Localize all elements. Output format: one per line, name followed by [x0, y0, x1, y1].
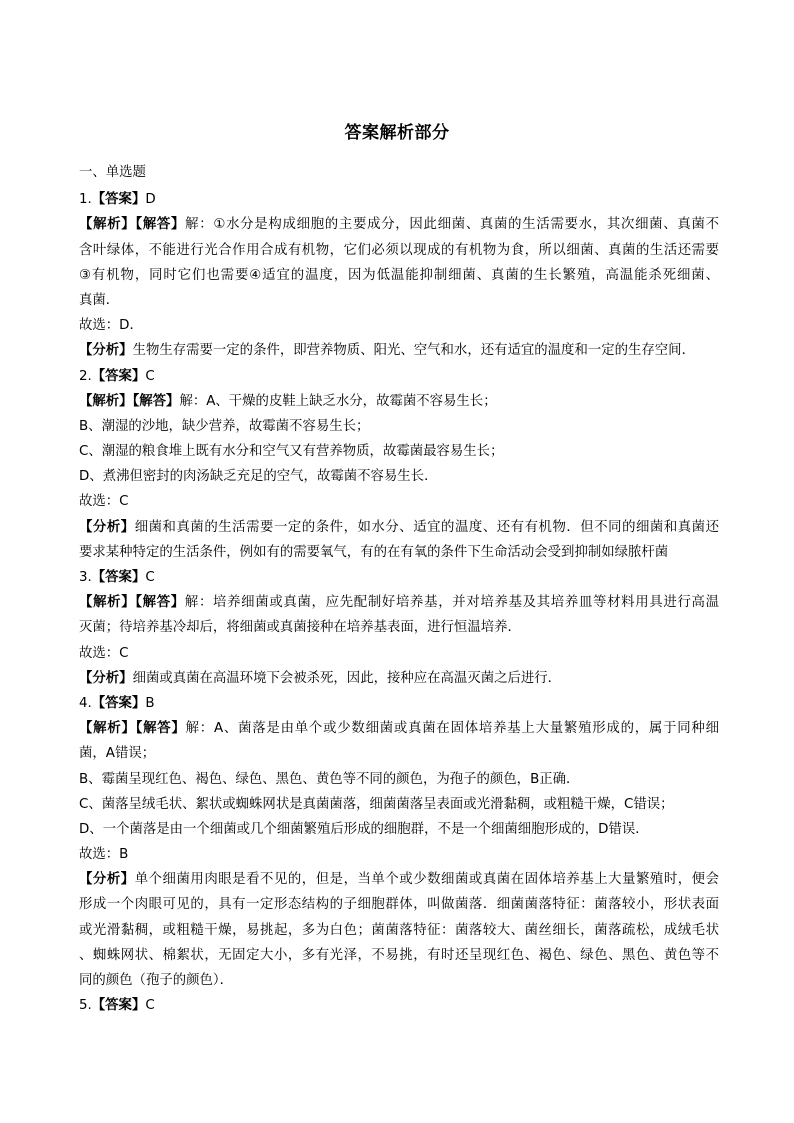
- explain-text: 解：①水分是构成细胞的主要成分，因此细菌、真菌的生活需要水，其次细菌、真菌不: [185, 217, 719, 233]
- q4-analysis-line-3: 或光滑黏稠，或粗糙干燥，易挑起，多为白色；菌菌落特征：菌落较大、菌丝细长，菌落疏松，成绒毛状: [79, 922, 719, 938]
- question-number: 4.: [79, 695, 92, 711]
- analysis-tag: 【分析】: [79, 670, 133, 686]
- explain-tags: 【解析】【解答】: [79, 595, 185, 611]
- q2-answer-line: [79, 364, 719, 389]
- explain-text: 解：A、干燥的皮鞋上缺乏水分，故霉菌不容易生长；: [179, 393, 497, 409]
- answer-value: C: [145, 998, 155, 1014]
- question-number: 1.: [79, 192, 92, 208]
- explain-text: 解：A、菌落是由单个或少数细菌或真菌在固体培养基上大量繁殖形成的，属于同种细: [185, 721, 719, 737]
- analysis-text: 单个细菌用肉眼是看不见的，但是，当单个或少数细菌或真菌在固体培养基上大量繁殖时，便会: [134, 872, 719, 888]
- q2-explain-line-4: D、煮沸但密封的肉汤缺乏充足的空气，故霉菌不容易生长．: [79, 469, 438, 485]
- answer-value: D: [145, 192, 156, 208]
- q4-explain-line-1: [79, 716, 719, 741]
- q3-explain-line-1: [79, 590, 719, 615]
- q4-explain-line-4: C、菌落呈绒毛状、絮状或蜘蛛网状是真菌菌落，细菌菌落呈表面或光滑黏稠，或粗糙干燥，C错误；: [79, 796, 674, 812]
- analysis-tag: 【分析】: [79, 872, 135, 888]
- analysis-text: 生物生存需要一定的条件，即营养物质、阳光、空气和水，还有适宜的温度和一定的生存空间．: [132, 343, 695, 359]
- q2-explain-line-1: [79, 389, 719, 414]
- answer-tag: 【答案】: [91, 570, 146, 585]
- q4-explain-line-3: B、霉菌呈现红色、褐色、绿色、黑色、黄色等不同的颜色，为孢子的颜色，B正确．: [79, 771, 580, 787]
- q4-choice: 故选：B: [79, 847, 129, 863]
- answer-tag: 【答案】: [91, 998, 146, 1014]
- analysis-text: 细菌和真菌的生活需要一定的条件，如水分、适宜的温度、还有有机物．但不同的细菌和真菌还: [134, 519, 719, 535]
- q3-explain-line-2: 灭菌；待培养基冷却后，将细菌或真菌接种在培养基表面，进行恒温培养．: [79, 620, 521, 636]
- q4-analysis-line-2: 形成一个肉眼可见的，具有一定形态结构的子细胞群体，叫做菌落．细菌菌落特征：菌落较小，形状表面: [79, 897, 719, 913]
- q3-choice: 故选：C: [79, 645, 129, 661]
- q2-explain-line-3: C、潮湿的粮食堆上既有水分和空气又有营养物质，故霉菌最容易生长；: [79, 444, 504, 460]
- q2-analysis-line-2: 要求某种特定的生活条件，例如有的需要氧气，有的在有氧的条件下生命活动会受到抑制如绿脓杆菌: [79, 544, 669, 560]
- q1-explain-line-2: 含叶绿体，不能进行光合作用合成有机物，它们必须以现成的有机物为食，所以细菌、真菌的生活还需要: [79, 242, 719, 258]
- question-number: 2.: [79, 368, 92, 384]
- q4-analysis-line-4: 、蜘蛛网状、棉絮状，无固定大小，多有光泽，不易挑，有时还呈现红色、褐色、绿色、黑色、黄色等不: [79, 947, 719, 963]
- section-heading: 一、单选题: [79, 165, 146, 180]
- q4-explain-line-5: D、一个菌落是由一个细菌或几个细菌繁殖后形成的细胞群，不是一个细菌细胞形成的，D错误．: [79, 821, 649, 837]
- q3-analysis: [79, 666, 719, 691]
- answer-value: B: [145, 695, 155, 711]
- answer-tag: 【答案】: [91, 192, 146, 208]
- q1-answer-line: [79, 187, 719, 212]
- q1-explain-line-1: [79, 212, 719, 237]
- q2-explain-line-2: B、潮湿的沙地，缺少营养，故霉菌不容易生长；: [79, 418, 370, 434]
- q5-answer-line: [79, 993, 719, 1018]
- document-body: [79, 160, 719, 1018]
- answer-tag: 【答案】: [91, 368, 146, 384]
- q3-answer-line: [79, 565, 719, 590]
- q4-analysis-line-1: [79, 867, 719, 892]
- answer-tag: 【答案】: [91, 695, 146, 711]
- q2-analysis-line-1: [79, 515, 719, 540]
- question-number: 5.: [79, 998, 92, 1014]
- q1-analysis: [79, 338, 719, 363]
- answer-value: C: [145, 368, 155, 384]
- analysis-tag: 【分析】: [79, 343, 133, 359]
- q1-explain-line-4: 真菌．: [79, 292, 120, 308]
- q4-analysis-line-5: 同的颜色（孢子的颜色）．: [79, 973, 233, 988]
- explain-tags: 【解析】【解答】: [79, 217, 186, 233]
- explain-text: 解：培养细菌或真菌，应先配制好培养基，并对培养基及其培养皿等材料用具进行高温: [184, 595, 719, 611]
- analysis-text: 细菌或真菌在高温环境下会被杀死，因此，接种应在高温灭菌之后进行．: [132, 670, 562, 686]
- answer-value: C: [145, 570, 155, 585]
- page-title: 答案解析部分: [344, 123, 450, 143]
- q4-answer-line: [79, 691, 719, 716]
- analysis-tag: 【分析】: [79, 519, 135, 535]
- explain-tags: 【解析】【解答】: [79, 393, 180, 409]
- q1-choice: 故选：D．: [79, 318, 143, 334]
- explain-tags: 【解析】【解答】: [79, 721, 186, 737]
- q1-explain-line-3: ③有机物，同时它们也需要④适宜的温度，因为低温能抑制细菌、真菌的生长繁殖，高温能杀死细菌、: [79, 267, 719, 283]
- q2-choice: 故选：C: [79, 494, 129, 510]
- question-number: 3.: [79, 570, 92, 585]
- q4-explain-line-2: 菌，A错误；: [79, 746, 156, 762]
